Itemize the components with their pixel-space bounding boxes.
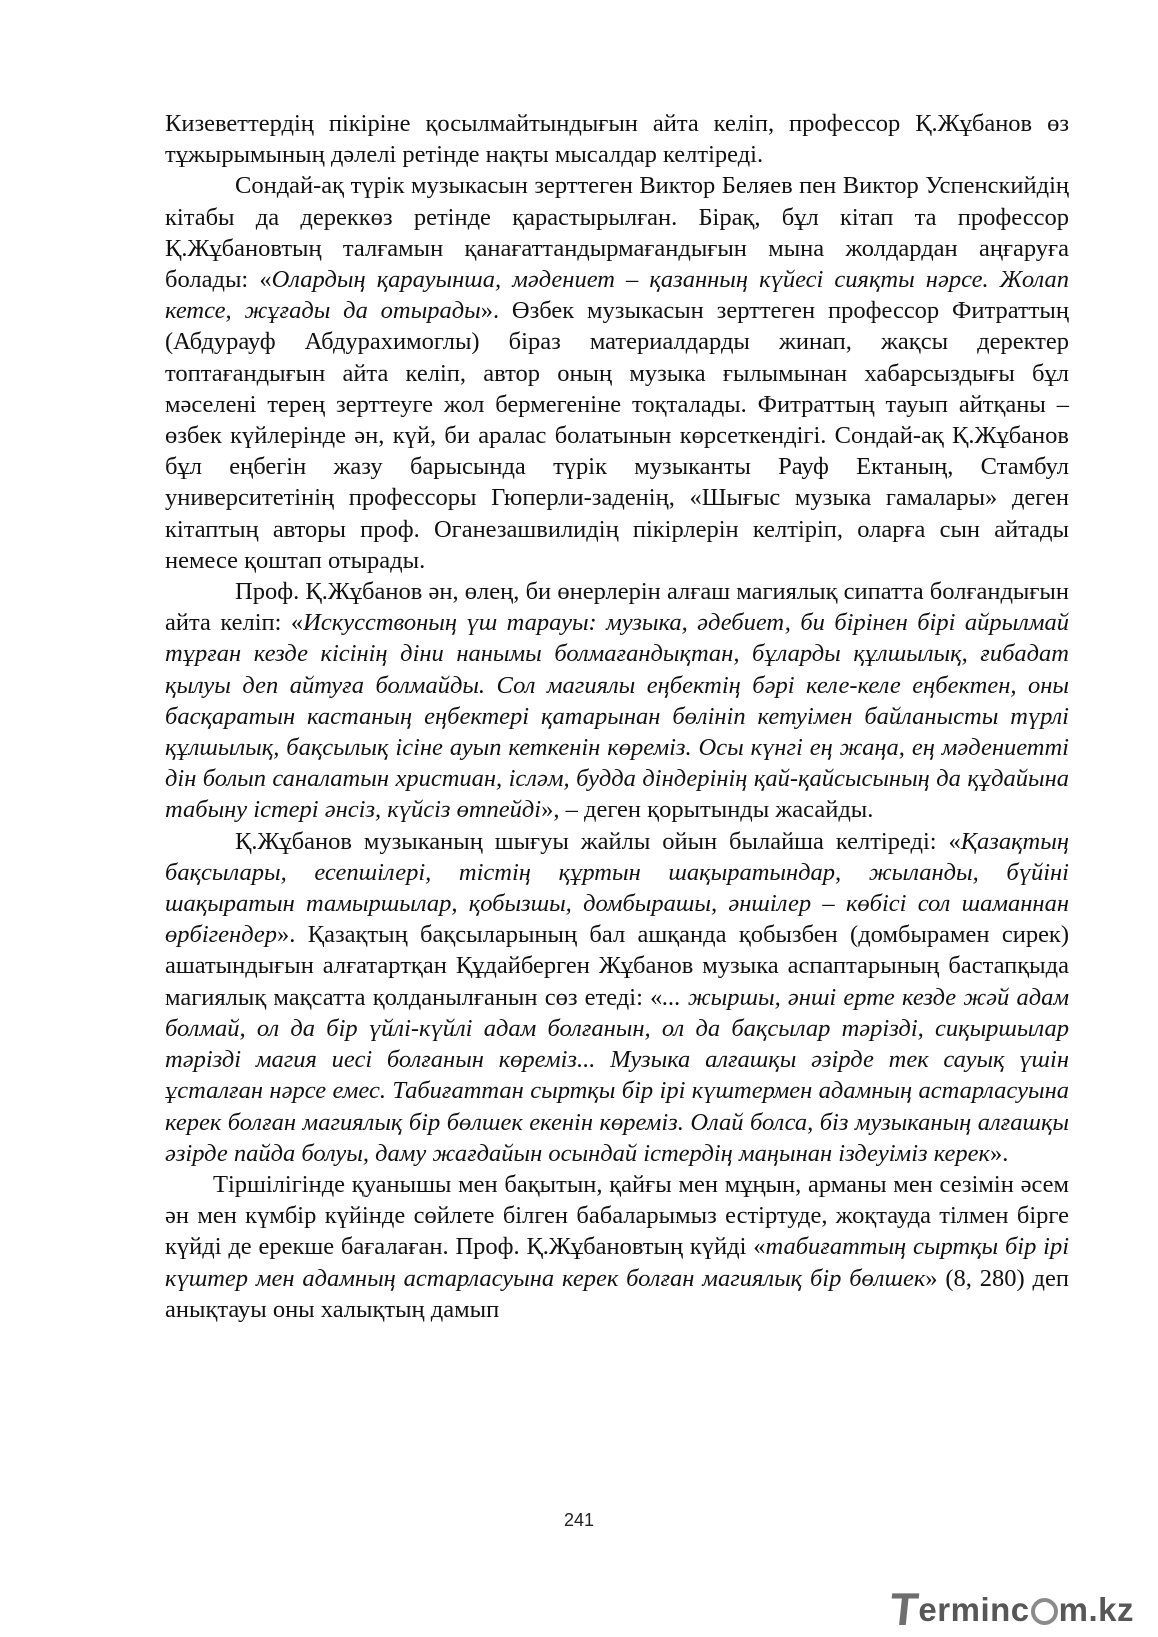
quote-italic-text: Қазақтың бақсылары, есепшілері, тістің құртын шақыратындар, жыланды, бүйіні шақыратын тамыршылар, қобызшы, домбырашы, әншілер – көбісі сол шаманнан өрбігендер — [165, 827, 1069, 949]
paragraph-text: ». — [990, 1139, 1009, 1167]
paragraph-text: Қ.Жұбанов музыканың шығуы жайлы ойын былайша келтіреді: « — [235, 827, 961, 855]
paragraph — [165, 826, 1069, 1169]
paragraph — [165, 108, 1069, 170]
paragraph-text: Кизеветтердің пікіріне қосылмайтындығын айта келіп, профессор Қ.Жұбанов өз тұжырымының дәлелі ретінде нақты мысалдар келтіреді. — [165, 110, 1069, 169]
watermark-domain: m.kz — [1058, 1591, 1134, 1628]
paragraph-text: Тіршілігінде қуанышы мен бақытын, қайғы мен мұңын, арманы мен сезімін әсем ән мен күмбір күйінде сөйлете білген бабаларымыз естіртуде, жоқтауда тілмен бірге күйді де ерекше бағалаған. Проф. Қ.Жұбановтың күйді « — [165, 1170, 1069, 1261]
watermark-letter-t: T — [887, 1583, 922, 1635]
paragraph — [165, 576, 1069, 826]
paragraph-text: ». Өзбек музыкасын зерттеген профессор Фитраттың (Абдурауф Абдурахимоглы) біраз материалдарды жинап, жақсы деректер топтағандығын айта келіп, автор оның музыка ғылымынан хабарсыздығы бұл мәселені терең зерттеуге жол бермегеніне тоқталады. Фитраттың тауып айтқаны – өзбек күйлерінде ән, күй, би аралас болатынын көрсеткендігі. Сондай-ақ Қ.Жұбанов бұл еңбегін жазу барысында түрік музыканты Рауф Ектаның, Стамбул университетінің профессоры Гюперли-заденің, «Шығыс музыка гамалары» деген кітаптың авторы проф. Оганезашвилидің пікірлерін келтіріп, оларға сын айтады немесе қоштап отырады. — [165, 297, 1069, 574]
quote-italic-text: ... жыршы, әнші ерте кезде жәй адам болмай, ол да бір үйлі-күйлі адам болғанын, ол да бақсылар тәрізді, сиқыршылар тәрізді магия иесі болғанын көреміз... Музыка алғашқы әзірде тек сауық үшін ұсталған нәрсе емес. Табиғаттан сыртқы бір ірі күштермен адамның астарласуына керек болған магиялық бір бөлшек екенін көреміз. Олай болса, біз музыканың алғашқы әзірде пайда болуы, даму жағдайын осындай істердің маңынан іздеуіміз керек — [165, 983, 1069, 1167]
document-body — [165, 108, 1069, 1325]
paragraph-text: ». Қазақтың бақсыларының бал ашқанда қобызбен (домбырамен сирек) ашатындығын алғатартқан Құдайберген Жұбанов музыка аспаптарының бастапқыда магиялық мақсатта қолданылғанын сөз етеді: « — [165, 921, 1069, 1011]
watermark-circle-icon — [1031, 1598, 1058, 1625]
paragraph-text: », – деген қорытынды жасайды. — [541, 796, 874, 824]
quote-italic-text: Олардың қарауынша, мәдениет – қазанның күйесі сияқты нәрсе. Жолап кетсе, жұғады да отырады — [165, 266, 1069, 325]
watermark-text-part: erminc — [918, 1591, 1030, 1628]
quote-italic-text: табиғаттың сыртқы бір ірі күштер мен адамның астарласуына керек болған магиялық бір бөлшек — [165, 1233, 1069, 1292]
paragraph-text: » (8, 280) деп анықтауы оны халықтың дамып — [165, 1264, 1069, 1323]
quote-italic-text: Искусствоның үш тарауы: музыка, әдебиет, би бірінен бірі айрылмай тұрған кезде кісінің діни нанымы болмағандықтан, бұларды құлшылық, ғибадат қылуы деп айтуға болмайды. Сол магиялы еңбектің бәрі келе-келе еңбектен, оны басқаратын кастаның еңбектері қатарынан бөлініп кетуімен байланысты түрлі құлшылық, бақсылық ісіне ауып кеткенін көреміз. Осы күнгі ең жаңа, ең мәдениетті дін болып саналатын христиан, ісләм, будда діндерінің қай-қайсысының да құдайына табыну істері әнсіз, күйсіз өтпейді — [165, 609, 1069, 824]
paragraph-text: Проф. Қ.Жұбанов ән, өлең, би өнерлерін алғаш магиялық сипатта болғандығын айта келіп: « — [165, 578, 1069, 637]
page-number: 241 — [563, 1510, 595, 1530]
paragraph-text: Сондай-ақ түрік музыкасын зерттеген Виктор Беляев пен Виктор Успенскийдің кітабы да дереккөз ретінде қарастырылған. Бірақ, бұл кітап та профессор Қ.Жұбановтың талғамын қанағаттандырмағандығын мына жолдардан аңғаруға болады: « — [165, 172, 1069, 294]
paragraph — [165, 170, 1069, 576]
termincom-watermark-logo — [887, 1583, 1134, 1635]
paragraph — [165, 1169, 1069, 1325]
